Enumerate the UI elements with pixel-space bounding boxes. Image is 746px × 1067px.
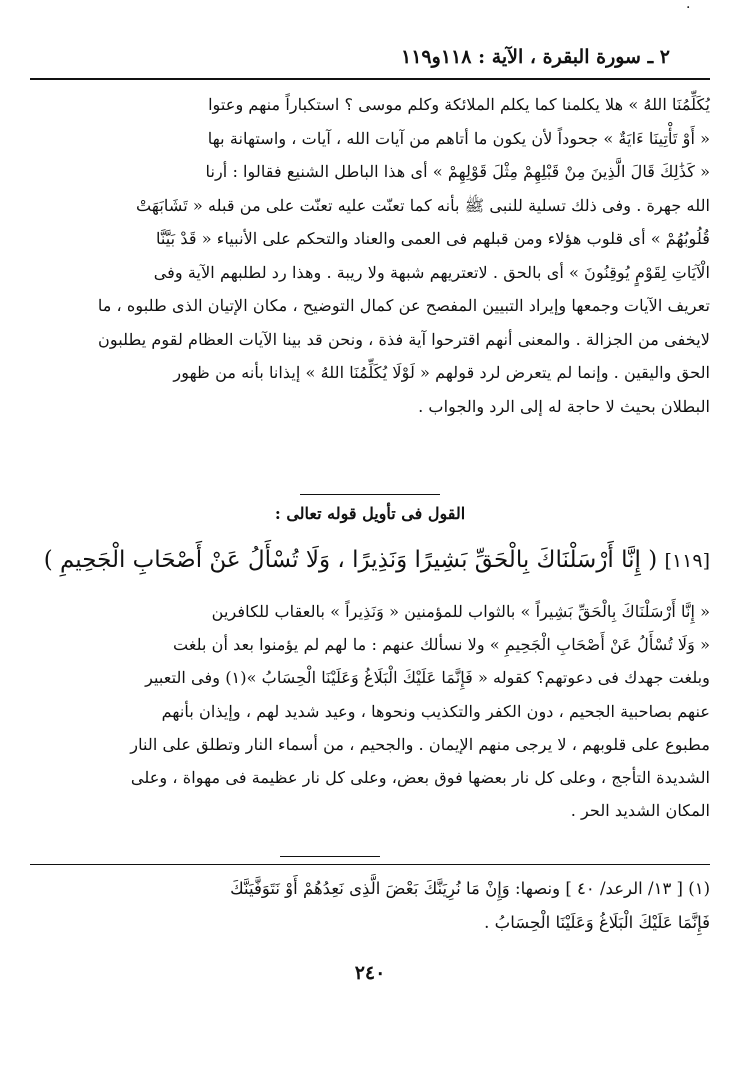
text-line: قُلُوبُهُمْ » أى قلوب هؤلاء ومن قبلهم فى العمى والعناد والتحكم على الأنبياء « قَدْ بَيَّنَّا xyxy=(155,229,710,248)
text-line: « إِنَّا أَرْسَلْنَاكَ بِالْحَقِّ بَشِيراً » بالثواب للمؤمنين « وَنَذِيراً » بالعقاب للكافرين xyxy=(211,602,710,621)
footnote-rule xyxy=(30,864,710,865)
text-line: المكان الشديد الحر . xyxy=(570,801,710,821)
text-line: الله جهرة . وفى ذلك تسلية للنبى ﷺ بأنه كما تعنّت عليه تعنّت على من قبله « تَشَابَهَتْ xyxy=(136,195,710,215)
verse-number: [١١٩] xyxy=(664,550,710,572)
text-line: « أَوْ تَأْتِينَا ءَايَةٌ » جحوداً لأن يكون ما أتاهم من آيات الله ، آيات ، واستهانة بها xyxy=(207,128,710,148)
header-rule xyxy=(30,78,710,80)
text-line: لايخفى من الجزالة . والمعنى أنهم اقترحوا آية فذة ، ونحن قد بينا الآيات العظام لقوم يطلبون xyxy=(97,329,710,349)
text-line: وبلغت جهدك فى دعوتهم؟ كقوله « فَإِنَّمَا عَلَيْكَ الْبَلَاغُ وَعَلَيْنَا الْحِسَابُ »(١) وفى التعبير xyxy=(145,668,710,688)
footnote xyxy=(30,872,710,940)
text-line: « كَذَٰلِكَ قَالَ الَّذِينَ مِنْ قَبْلِهِمْ مِثْلَ قَوْلِهِمْ » أى هذا الباطل الشنيع فقالوا : أرنا xyxy=(205,162,710,181)
commentary-continued xyxy=(30,88,710,423)
header-title: ٢ ـ سورة البقرة ، الآية : ١١٨و١١٩ xyxy=(401,46,670,68)
text-line: « وَلَا تُسْأَلُ عَنْ أَصْحَابِ الْجَحِيمِ » ولا نسألك عنهم : ما لهم لم يؤمنوا بعد أن بلغت xyxy=(172,635,710,655)
book-page xyxy=(30,0,710,1067)
text-line: عنهم بصاحبية الجحيم ، دون الكفر والتكذيب ونحوها ، وعيد شديد لهم ، وإيذان بأنهم xyxy=(161,701,710,721)
corner-mark: · xyxy=(686,0,691,16)
text-line: يُكَلِّمُنَا اللهُ » هلا يكلمنا كما يكلم الملائكة وكلم موسى ؟ استكباراً منهم وعتوا xyxy=(208,95,710,114)
text-line: الشديدة التأجج ، وعلى كل نار بعضها فوق بعض، وعلى كل نار عظيمة فى مهواة ، وعلى xyxy=(130,768,710,788)
text-line: البطلان بحيث لا حاجة له إلى الرد والجواب . xyxy=(418,396,710,416)
footnote-line: (١) [ ١٣/ الرعد/ ٤٠ ] ونصها: وَإِنْ مَا نُرِيَنَّكَ بَعْضَ الَّذِى نَعِدُهُمْ أَوْ نَتَوَفَّيَنَّكَ xyxy=(230,879,710,898)
text-line: الْآيَاتِ لِقَوْمٍ يُوقِنُونَ » أى بالحق . لاتعتريهم شبهة ولا ريبة . وهذا رد لطلبهم الآية وفى xyxy=(153,262,710,282)
footnote-line: فَإِنَّمَا عَلَيْكَ الْبَلَاغُ وَعَلَيْنَا الْحِسَابُ . xyxy=(484,913,710,932)
text-line: تعريف الآيات وجمعها وإيراد التبيين المفصح عن كمال التوضيح ، مكان الإتيان الذى طلبوه ، ما xyxy=(97,296,710,315)
section-separator xyxy=(300,494,440,495)
tafsir-body xyxy=(30,595,710,827)
text-line: مطبوع على قلوبهم ، لا يرجى منهم الإيمان . والجحيم ، من أسماء النار وتطلق على النار xyxy=(130,734,710,754)
running-header xyxy=(30,42,710,78)
page-number: ٢٤٠ xyxy=(354,962,386,984)
footnote-short-rule xyxy=(280,856,380,857)
verse-text: ( إِنَّا أَرْسَلْنَاكَ بِالْحَقِّ بَشِيرًا وَنَذِيرًا ، وَلَا تُسْأَلُ عَنْ أَصْحَابِ الْجَحِيمِ ) xyxy=(43,547,658,573)
text-line: الحق واليقين . وإنما لم يتعرض لرد قولهم « لَوْلَا يُكَلِّمُنَا اللهُ » إيذانا بأنه من ظهور xyxy=(173,363,710,382)
section-heading: القول فى تأويل قوله تعالى : xyxy=(274,504,466,523)
quran-verse xyxy=(30,540,710,581)
